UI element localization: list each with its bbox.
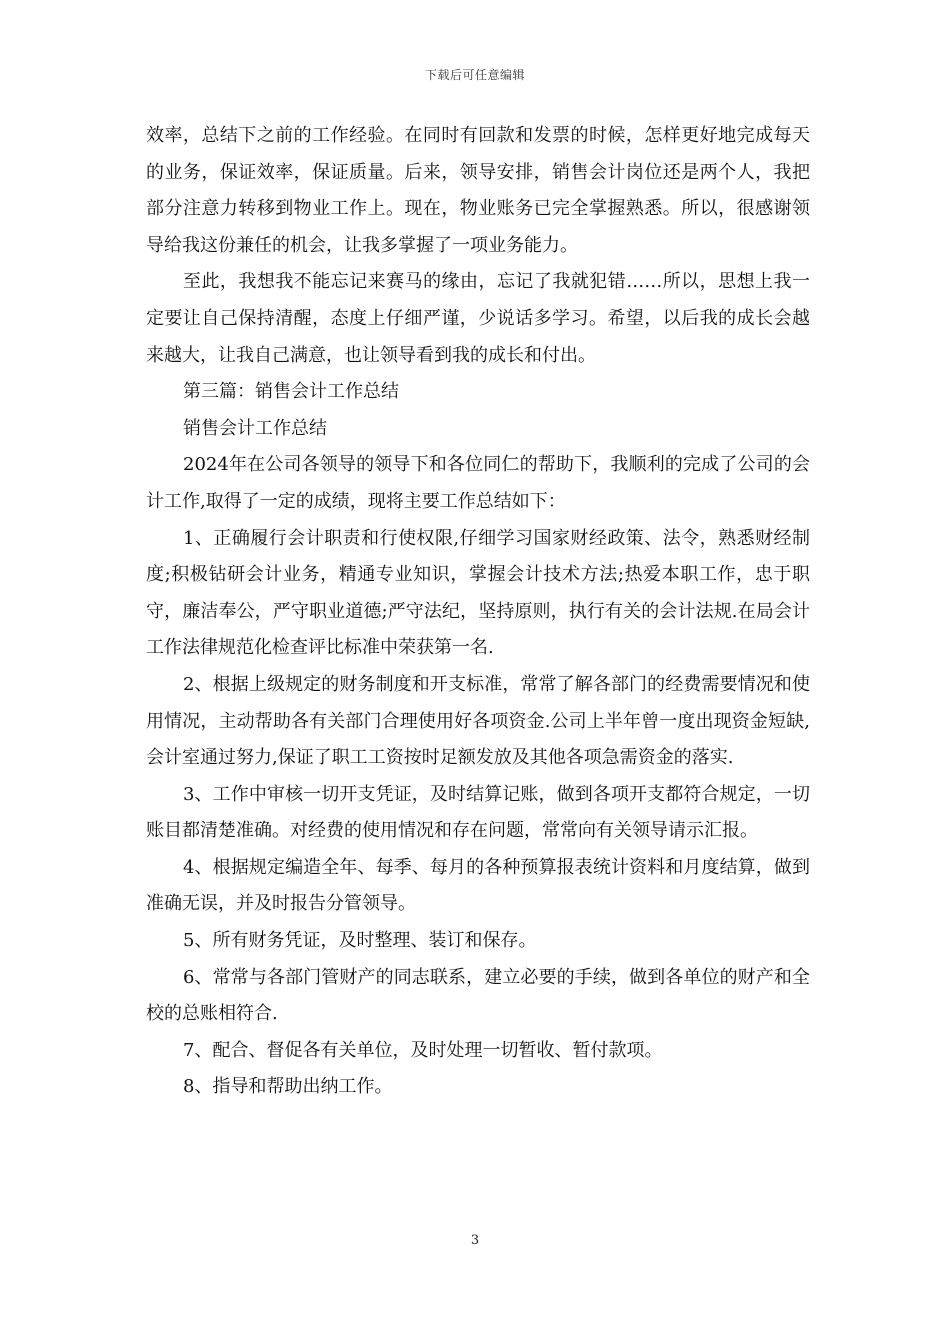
paragraph: 2024年在公司各领导的领导下和各位同仁的帮助下，我顺利的完成了公司的会计工作,取得了一定的成绩，现将主要工作总结如下：	[146, 454, 810, 512]
paragraph: 效率，总结下之前的工作经验。在同时有回款和发票的时候，怎样更好地完成每天的业务，保证效率，保证质量。后来，领导安排，销售会计岗位还是两个人，我把部分注意力转移到物业工作上。现在，物业账务已完全掌握熟悉。所以，很感谢领导给我这份兼任的机会，让我多掌握了一项业务能力。	[146, 125, 810, 256]
document-body	[146, 118, 810, 1106]
list-item: 8、指导和帮助出纳工作。	[183, 1076, 393, 1098]
list-item: 6、常常与各部门管财产的同志联系，建立必要的手续，做到各单位的财产和全校的总账相符合.	[146, 966, 810, 1025]
list-item: 3、工作中审核一切开支凭证，及时结算记账，做到各项开支都符合规定，一切账目都清楚准确。对经费的使用情况和存在问题，常常向有关领导请示汇报。	[146, 783, 810, 842]
page-number: 3	[470, 1233, 480, 1248]
list-item: 5、所有财务凭证，及时整理、装订和保存。	[183, 930, 537, 952]
paragraph: 至此，我想我不能忘记来赛马的缘由，忘记了我就犯错……所以，思想上我一定要让自己保持清醒，态度上仔细严谨，少说话多学习。希望，以后我的成长会越来越大，让我自己满意，也让领导看到我的成长和付出。	[146, 271, 810, 366]
section-title: 第三篇：销售会计工作总结	[183, 381, 399, 403]
document-title: 销售会计工作总结	[183, 417, 327, 439]
page-header: 下载后可任意编辑	[424, 68, 525, 82]
list-item: 2、根据上级规定的财务制度和开支标准，常常了解各部门的经费需要情况和使用情况，主动帮助各有关部门合理使用好各项资金.公司上半年曾一度出现资金短缺,会计室通过努力,保证了职工工资按时足额发放及其他各项急需资金的落实.	[146, 673, 810, 769]
list-item: 1、正确履行会计职责和行使权限,仔细学习国家财经政策、法令，熟悉财经制度;积极钻研会计业务，精通专业知识，掌握会计技术方法;热爱本职工作，忠于职守，廉洁奉公，严守职业道德;严守法纪，坚持原则，执行有关的会计法规.在局会计工作法律规范化检查评比标准中荣获第一名.	[146, 527, 810, 659]
list-item: 7、配合、督促各有关单位，及时处理一切暂收、暂付款项。	[183, 1039, 663, 1061]
list-item: 4、根据规定编造全年、每季、每月的各种预算报表统计资料和月度结算，做到准确无误，并及时报告分管领导。	[146, 856, 810, 915]
